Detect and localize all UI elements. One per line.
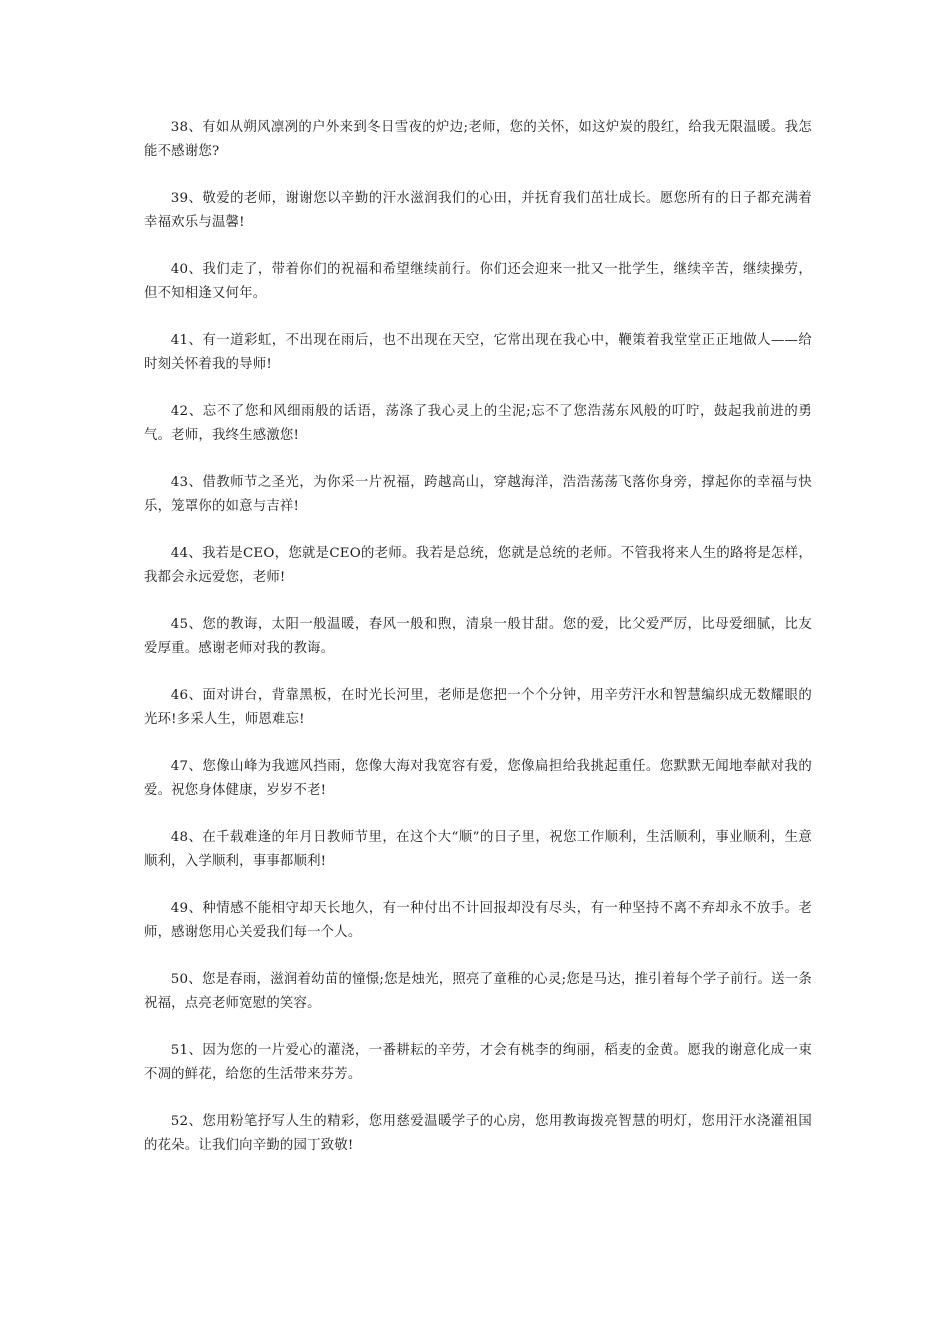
paragraph-43: 43、借教师节之圣光，为你采一片祝福，跨越高山，穿越海洋，浩浩荡荡飞落你身旁，撑起你的幸福与快乐，笼罩你的如意与吉祥! xyxy=(144,475,812,514)
paragraph-50: 50、您是春雨，滋润着幼苗的憧憬;您是烛光，照亮了童稚的心灵;您是马达，推引着每个学子前行。送一条祝福，点亮老师宽慰的笑容。 xyxy=(144,972,812,1011)
paragraph-46: 46、面对讲台，背靠黑板，在时光长河里，老师是您把一个个分钟，用辛劳汗水和智慧编织成无数耀眼的光环!多采人生，师恩难忘! xyxy=(144,688,812,727)
paragraph-49: 49、种情感不能相守却天长地久，有一种付出不计回报却没有尽头，有一种坚持不离不弃却永不放手。老师，感谢您用心关爱我们每一个人。 xyxy=(144,901,812,940)
paragraph-40: 40、我们走了，带着你们的祝福和希望继续前行。你们还会迎来一批又一批学生，继续辛苦，继续操劳，但不知相逢又何年。 xyxy=(144,262,812,301)
document-body xyxy=(144,116,812,1181)
paragraph-41: 41、有一道彩虹，不出现在雨后，也不出现在天空，它常出现在我心中，鞭策着我堂堂正正地做人——给时刻关怀着我的导师! xyxy=(144,333,812,372)
paragraph-52: 52、您用粉笔抒写人生的精彩，您用慈爱温暖学子的心房，您用教诲拨亮智慧的明灯，您用汗水浇灌祖国的花朵。让我们向辛勤的园丁致敬! xyxy=(144,1114,812,1153)
paragraph-47: 47、您像山峰为我遮风挡雨，您像大海对我宽容有爱，您像扁担给我挑起重任。您默默无闻地奉献对我的爱。祝您身体健康，岁岁不老! xyxy=(144,759,812,798)
paragraph-48: 48、在千载难逢的年月日教师节里，在这个大“顺”的日子里，祝您工作顺利，生活顺利，事业顺利，生意顺利，入学顺利，事事都顺利! xyxy=(144,830,812,869)
paragraph-39: 39、敬爱的老师，谢谢您以辛勤的汗水滋润我们的心田，并抚育我们茁壮成长。愿您所有的日子都充满着幸福欢乐与温馨! xyxy=(144,191,812,230)
paragraph-45: 45、您的教诲，太阳一般温暖，春风一般和煦，清泉一般甘甜。您的爱，比父爱严厉，比母爱细腻，比友爱厚重。感谢老师对我的教诲。 xyxy=(144,617,812,656)
paragraph-42: 42、忘不了您和风细雨般的话语，荡涤了我心灵上的尘泥;忘不了您浩荡东风般的叮咛，鼓起我前进的勇气。老师，我终生感激您! xyxy=(144,404,812,443)
paragraph-38: 38、有如从朔风凛冽的户外来到冬日雪夜的炉边;老师，您的关怀，如这炉炭的殷红，给我无限温暖。我怎能不感谢您? xyxy=(144,120,812,159)
paragraph-51: 51、因为您的一片爱心的灌浇，一番耕耘的辛劳，才会有桃李的绚丽，稻麦的金黄。愿我的谢意化成一束不凋的鲜花，给您的生活带来芬芳。 xyxy=(144,1043,812,1082)
paragraph-44: 44、我若是CEO，您就是CEO的老师。我若是总统，您就是总统的老师。不管我将来人生的路将是怎样，我都会永远爱您，老师! xyxy=(144,546,812,585)
